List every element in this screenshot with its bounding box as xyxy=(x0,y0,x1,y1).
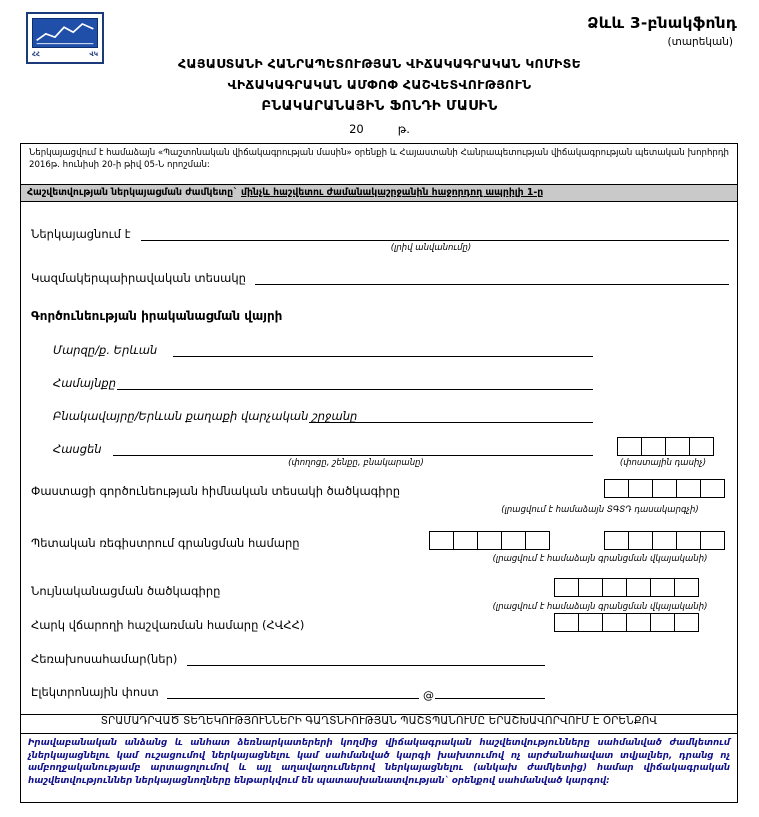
org-title: ՀԱՅԱՍՏԱՆԻ ՀԱՆՐԱՊԵՏՈՒԹՅԱՆ ՎԻՃԱԿԱԳՐԱԿԱՆ ԿՈՄԻՏԵ xyxy=(177,56,582,71)
legal-basis-text: Ներկայացվում է համաձայն «Պաշտոնական վիճակագրության մասին» օրենքի և Հայաստանի Հանրապետության վիճակագրության պետական խորհրդի 2016թ. հունիսի 20-ի թիվ 05-Ն որոշման: xyxy=(29,148,729,170)
org-legal-form-label: Կազմակերպաիրավական տեսակը xyxy=(31,271,246,285)
state-register-label: Պետական ռեգիստրում գրանցման համարը xyxy=(31,536,300,550)
email-input-domain[interactable] xyxy=(435,698,545,699)
marz-label: Մարզը/ք. Երևան xyxy=(53,343,158,357)
email-label: Էլեկտրոնային փոստ xyxy=(31,685,159,699)
taxpayer-number-cells[interactable] xyxy=(554,613,699,632)
state-register-cell[interactable] xyxy=(501,531,526,550)
liability-note: Իրավաբանական անձանց և անհատ ձեռնարկատերերի կողմից վիճակագրական հաշվետվությունները սահմանված ժամկետում չներկայացնելու կամ ուշացումով ներկայացնելու կամ սահմանված կարգի խախտումով ոչ արժանահավատ տվյալներ, դրանց ոչ ամբողջականությամբ արտացոլումով և այլ աղավաղումներով ներկայացնելու (անկախ ժամկետից) համար վիճակագրական հաշվետվություններ ներկայացնողները ենթարկվում են պատասխանատվության` օրենքով սահմանված կարգով: xyxy=(28,738,730,786)
address-input[interactable] xyxy=(113,455,593,456)
community-input[interactable] xyxy=(117,389,593,390)
year-value[interactable]: 20 xyxy=(349,122,364,136)
submitted-by-hint: (լրիվ անվանումը) xyxy=(390,243,472,253)
taxpayer-cell[interactable] xyxy=(674,613,699,632)
activity-code-cell[interactable] xyxy=(628,479,653,498)
taxpayer-cell[interactable] xyxy=(602,613,627,632)
footer-divider-top xyxy=(21,714,737,715)
state-register-cells-left[interactable] xyxy=(429,531,550,550)
submitted-by-label: Ներկայացնում է xyxy=(31,227,131,241)
footer-divider-bottom xyxy=(21,733,737,734)
state-register-cell[interactable] xyxy=(652,531,677,550)
taxpayer-cell[interactable] xyxy=(554,613,579,632)
state-register-cell[interactable] xyxy=(429,531,454,550)
form-code-subtitle: (տարեկան) xyxy=(667,36,733,48)
report-subject-title: ԲՆԱԿԱՐԱՆԱՅԻՆ ՖՈՆԴԻ ՄԱՍԻՆ xyxy=(261,98,498,114)
activity-code-cell[interactable] xyxy=(652,479,677,498)
postal-code-hint: (փոստային դասիչ) xyxy=(619,458,707,468)
identification-code-cells[interactable] xyxy=(554,578,699,597)
postal-cell[interactable] xyxy=(617,437,642,456)
deadline-text xyxy=(27,187,543,198)
marz-input[interactable] xyxy=(173,356,593,357)
postal-code-cells[interactable] xyxy=(617,437,714,456)
identification-cell[interactable] xyxy=(674,578,699,597)
identification-code-label: Նույնականացման ծածկագիրը xyxy=(31,584,221,598)
identification-cell[interactable] xyxy=(626,578,651,597)
activity-code-cell[interactable] xyxy=(700,479,725,498)
report-type-title: ՎԻՃԱԿԱԳՐԱԿԱՆ ԱՄՓՈՓ ՀԱՇՎԵՏՎՈՒԹՅՈՒՆ xyxy=(227,77,532,92)
state-register-cell[interactable] xyxy=(453,531,478,550)
deadline-prefix: Հաշվետվության ներկայացման ժամկետը` xyxy=(27,187,238,198)
postal-cell[interactable] xyxy=(641,437,666,456)
activity-code-label: Փաստացի գործունեության հիմնական տեսակի ծածկագիրը xyxy=(31,484,401,498)
phone-input[interactable] xyxy=(187,665,545,666)
email-at-symbol: @ xyxy=(423,689,434,702)
form-body xyxy=(20,143,738,803)
activity-code-cell[interactable] xyxy=(676,479,701,498)
state-register-cell[interactable] xyxy=(628,531,653,550)
activity-code-cell[interactable] xyxy=(604,479,629,498)
identification-code-hint: (լրացվում է համաձայն գրանցման վկայականի) xyxy=(492,602,708,612)
state-register-cell[interactable] xyxy=(700,531,725,550)
logo-emblem xyxy=(32,18,98,48)
taxpayer-cell[interactable] xyxy=(626,613,651,632)
logo-caption-left: ՀՀ xyxy=(32,51,40,58)
state-register-cell[interactable] xyxy=(676,531,701,550)
identification-cell[interactable] xyxy=(554,578,579,597)
postal-cell[interactable] xyxy=(689,437,714,456)
taxpayer-cell[interactable] xyxy=(578,613,603,632)
year-suffix: թ. xyxy=(397,122,410,136)
settlement-input[interactable] xyxy=(309,422,593,423)
confidentiality-warning: ՏՐԱՄԱԴՐՎԱԾ ՏԵՂԵԿՈՒԹՅՈՒՆՆԵՐԻ ԳԱՂՏՆԻՈՒԹՅԱՆ ՊԱՇՏՊԱՆՈՒՄԸ ԵՐԱՇԽԱՎՈՐՎՈՒՄ Է ՕՐԵՆՔՈՎ xyxy=(100,716,658,727)
address-label: Հասցեն xyxy=(53,442,102,456)
identification-cell[interactable] xyxy=(578,578,603,597)
activity-place-title: Գործունեության իրականացման վայրի xyxy=(31,309,283,323)
activity-code-cells[interactable] xyxy=(604,479,725,498)
deadline-band xyxy=(21,184,737,202)
org-legal-form-input[interactable] xyxy=(255,284,729,285)
chart-icon xyxy=(33,19,97,47)
taxpayer-number-label: Հարկ վճարողի հաշվառման համարը (ՀՎՀՀ) xyxy=(31,618,305,632)
form-code: Ձևև 3-բնակֆոնդ xyxy=(587,14,737,32)
activity-code-hint: (լրացվում է համաձայն ՏԳՏԴ դասակարգչի) xyxy=(501,505,699,515)
community-label: Համայնքը xyxy=(53,376,117,390)
state-register-cell[interactable] xyxy=(604,531,629,550)
identification-cell[interactable] xyxy=(650,578,675,597)
deadline-emphasis: մինչև հաշվետու ժամանակաշրջանին հաջորդող ապրիլի 1-ը xyxy=(240,187,544,198)
state-register-cell[interactable] xyxy=(477,531,502,550)
settlement-label: Բնակավայրը/Երևան քաղաքի վարչական շրջանը xyxy=(53,409,358,423)
logo-caption-right: ՎԿ xyxy=(89,51,98,58)
phone-label: Հեռախոսահամար(ներ) xyxy=(31,652,178,666)
year-row xyxy=(0,122,759,136)
state-register-cells-right[interactable] xyxy=(604,531,725,550)
taxpayer-cell[interactable] xyxy=(650,613,675,632)
postal-cell[interactable] xyxy=(665,437,690,456)
submitted-by-input[interactable] xyxy=(141,240,729,241)
state-register-hint: (լրացվում է համաձայն գրանցման վկայականի) xyxy=(492,554,708,564)
email-input-local[interactable] xyxy=(167,698,419,699)
state-register-cell[interactable] xyxy=(525,531,550,550)
identification-cell[interactable] xyxy=(602,578,627,597)
address-hint: (փողոցը, շենքը, բնակարանը) xyxy=(288,458,424,468)
